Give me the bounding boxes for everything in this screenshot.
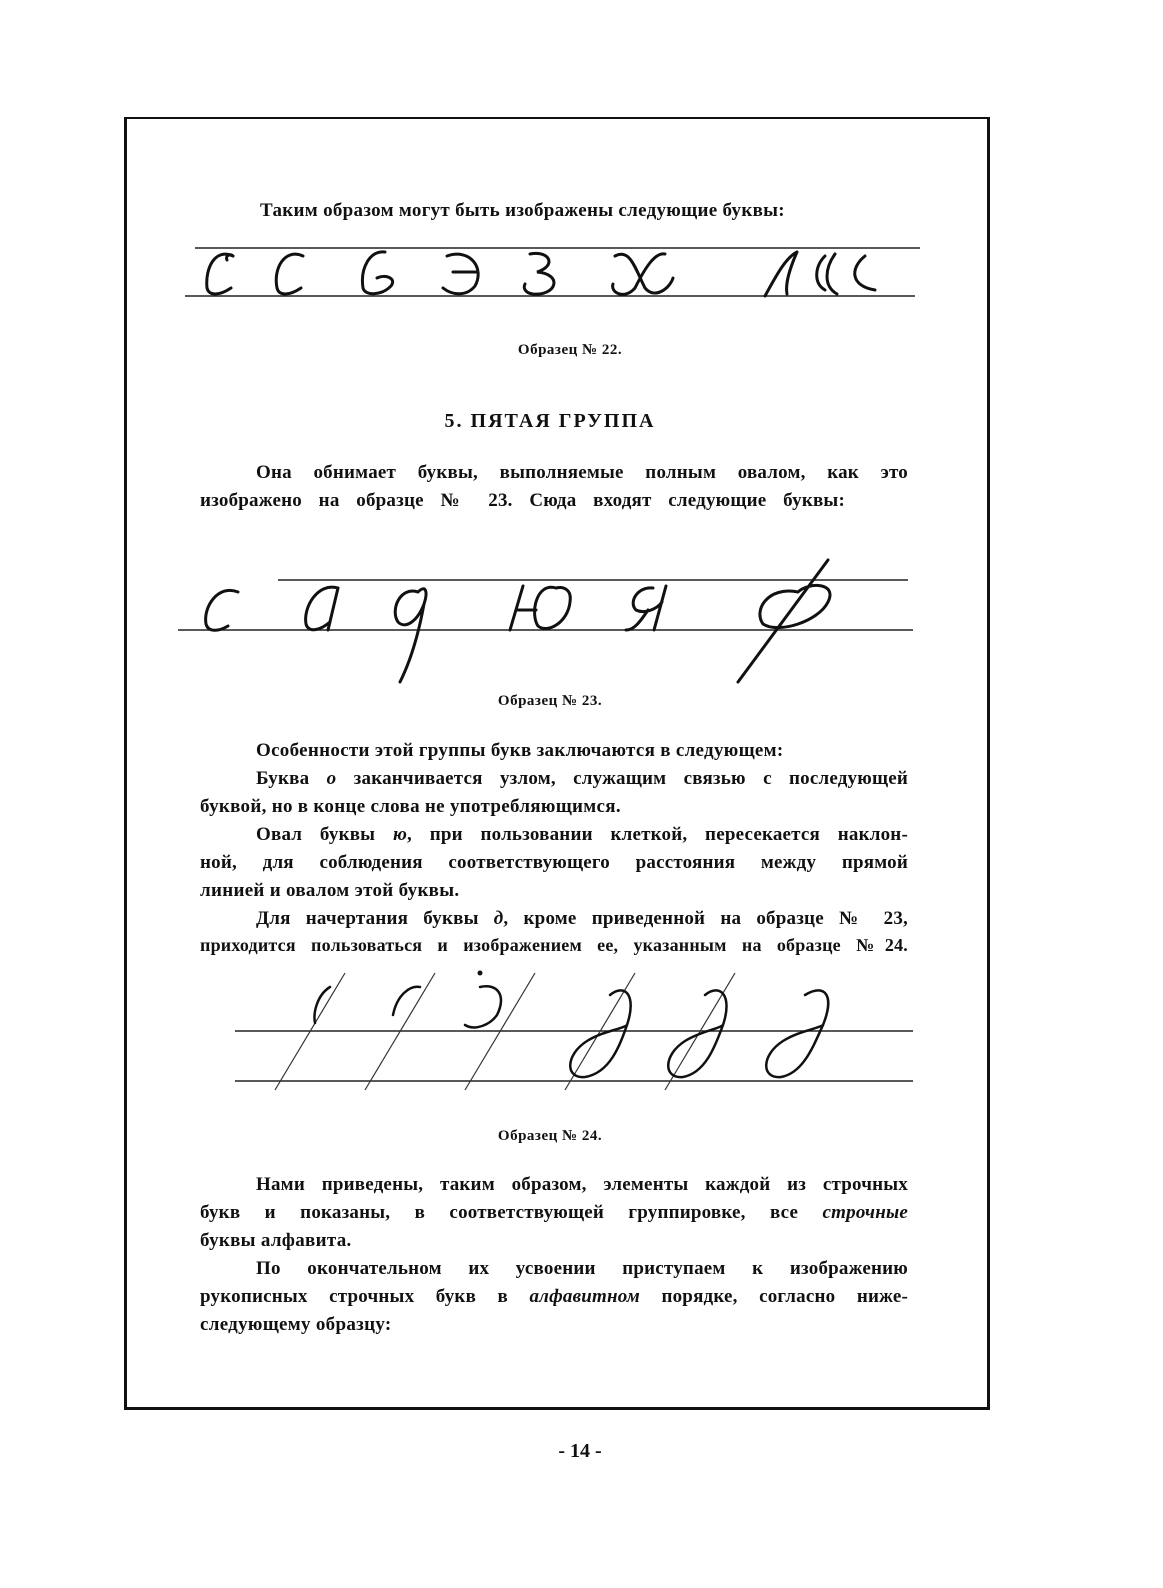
glyph-s2 (276, 254, 303, 294)
glyph-kh (613, 254, 673, 295)
specimen-23 (178, 552, 918, 692)
caption-22: Образец № 22. (517, 342, 623, 358)
para6-line3: буквы алфавита. (200, 1230, 352, 1251)
para5-letter: д (493, 908, 504, 929)
element-d-3 (766, 990, 828, 1077)
glyph-s1 (207, 254, 233, 294)
glyph-e (443, 254, 478, 294)
element-d-2 (668, 990, 726, 1077)
para6-line1: Нами приведены, таким образом, элементы каждой из строчных (256, 1174, 908, 1195)
glyph-z (524, 253, 554, 294)
para2-line1: Особенности этой группы букв заключаются в следующем: (256, 740, 784, 761)
para7-emphasis: алфавитном (529, 1286, 640, 1307)
section-heading: 5. ПЯТАЯ ГРУППА (444, 410, 656, 432)
glyph-a (306, 587, 338, 630)
glyph-s1-hook (227, 255, 233, 260)
para6-emphasis: строчные (822, 1202, 908, 1223)
intro-line: Таким образом могут быть изображены следующие буквы: (260, 200, 785, 221)
glyph-d (395, 589, 426, 682)
para3-line1: Буква о заканчивается узлом, служащим связью с последующей (256, 768, 909, 789)
glyph-v (362, 252, 392, 294)
page-number: - 14 - (558, 1440, 602, 1462)
glyph-yu (510, 586, 570, 630)
element-stroke-3 (465, 986, 501, 1027)
caption-24: Образец № 24. (497, 1128, 603, 1144)
para5-line2: приходится пользоваться и изображением ее, указанным на образце №24. (200, 935, 908, 955)
para4-line3: линией и овалом этой буквы. (200, 880, 460, 901)
glyph-o (206, 590, 238, 630)
glyph-f (738, 560, 830, 682)
glyph-ya (626, 586, 666, 630)
caption-23: Образец № 23. (497, 693, 603, 709)
para1-line1: Она обнимает буквы, выполняемые полным овалом, как это (256, 462, 908, 483)
para5-line1: Для начертания буквы д, кроме приведенной на образце № 23, (256, 908, 908, 929)
element-stroke-1 (315, 987, 330, 1023)
para3-line2: буквой, но в конце слова не употребляющимся. (200, 796, 621, 817)
para7-line2: рукописных строчных букв в алфавитном порядке, согласно ниже- (200, 1286, 908, 1307)
para7-line1: По окончательном их усвоении приступаем к изображению (256, 1258, 908, 1279)
para7-line3: следующему образцу: (200, 1314, 392, 1335)
para4-line2: ной, для соблюдения соответствующего расстояния между прямой (200, 852, 908, 873)
specimen-22 (185, 238, 920, 308)
dot-mark (478, 971, 483, 976)
specimen-24 (235, 965, 915, 1095)
glyph-zh (765, 252, 875, 296)
para1-line2: изображено на образце № 23. Сюда входят следующие буквы: (200, 490, 845, 511)
para3-letter: о (326, 768, 337, 789)
para4-letter: ю (392, 824, 408, 845)
element-d-1 (570, 990, 630, 1077)
para4-line1: Овал буквы ю, при пользовании клеткой, пересекается наклон- (256, 824, 908, 845)
element-stroke-2 (393, 987, 420, 1015)
para6-line2: букв и показаны, в соответствующей группировке, все строчные (200, 1202, 908, 1223)
